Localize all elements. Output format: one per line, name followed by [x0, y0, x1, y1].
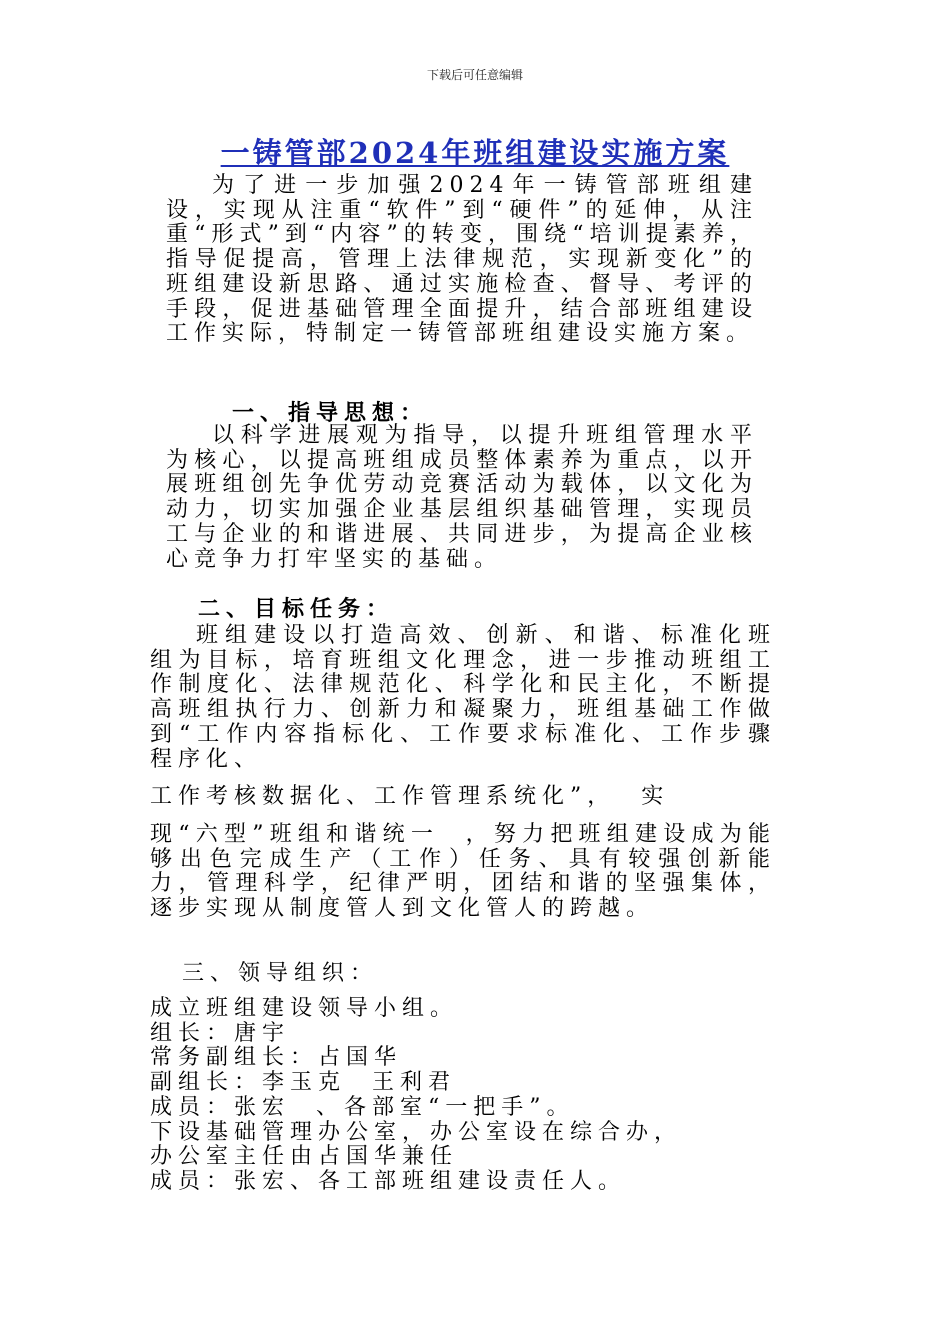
leadership-list [150, 997, 682, 1195]
section2-body-part-b: 工作考核数据化、工作管理系统化”， 实 [150, 784, 670, 809]
list-item: 常务副组长：占国华 [150, 1045, 403, 1071]
section2-body-part-c: 现“六型”班组和谐统一 ，努力把班组建设成为能够出色完成生产（工作）任务、具有较强创新能力，管理科学，纪律严明，团结和谐的坚强集体，逐步实现从制度管人到文化管人的跨越。 [150, 822, 776, 922]
list-item: 成员：张宏、各工部班组建设责任人。 [150, 1168, 627, 1194]
page-title: 一铸管部2024年班组建设实施方案 [220, 136, 730, 170]
list-item: 成立班组建设领导小组。 [150, 996, 459, 1021]
list-item: 下设基础管理办公室，办公室设在综合办， [150, 1119, 683, 1145]
section3-heading: 三、领导组织： [182, 961, 379, 986]
list-item: 组长：唐宇 [150, 1020, 291, 1046]
section2-heading: 二、目标任务： [198, 596, 395, 622]
section2-body-part-a: 班组建设以打造高效、创新、和谐、标准化班组为目标，培育班组文化理念，进一步推动班组工作制度化、法律规范化、科学化和民主化，不断提高班组执行力、创新力和凝聚力，班组基础工作做到“工作内容指标化、工作要求标准化、工作步骤程序化、 [150, 623, 776, 772]
header-note: 下载后可任意编辑 [426, 68, 523, 82]
section1-body: 以科学进展观为指导，以提升班组管理水平为核心，以提高班组成员整体素养为重点，以开展班组创先争优劳动竞赛活动为载体，以文化为动力，切实加强企业基层组织基础管理，实现员工与企业的和谐进展、共同进步，为提高企业核心竞争力打牢坚实的基础。 [166, 423, 758, 572]
intro-paragraph: 为了进一步加强2024年一铸管部班组建设，实现从注重“软件”到“硬件”的延伸，从注重“形式”到“内容”的转变，围绕“培训提素养，指导促提高，管理上法律规范，实现新变化”的班组建设新思路、通过实施检查、督导、考评的手段，促进基础管理全面提升，结合部班组建设工作实际，特制定一铸管部班组建设实施方案。 [166, 173, 758, 347]
list-item: 办公室主任由占国华兼任 [150, 1144, 459, 1170]
list-item: 副组长：李玉克 王利君 [150, 1070, 456, 1096]
list-item: 成员：张宏 、各部室“一把手”。 [150, 1094, 575, 1120]
section1-heading: 一、指导思想： [232, 400, 429, 426]
